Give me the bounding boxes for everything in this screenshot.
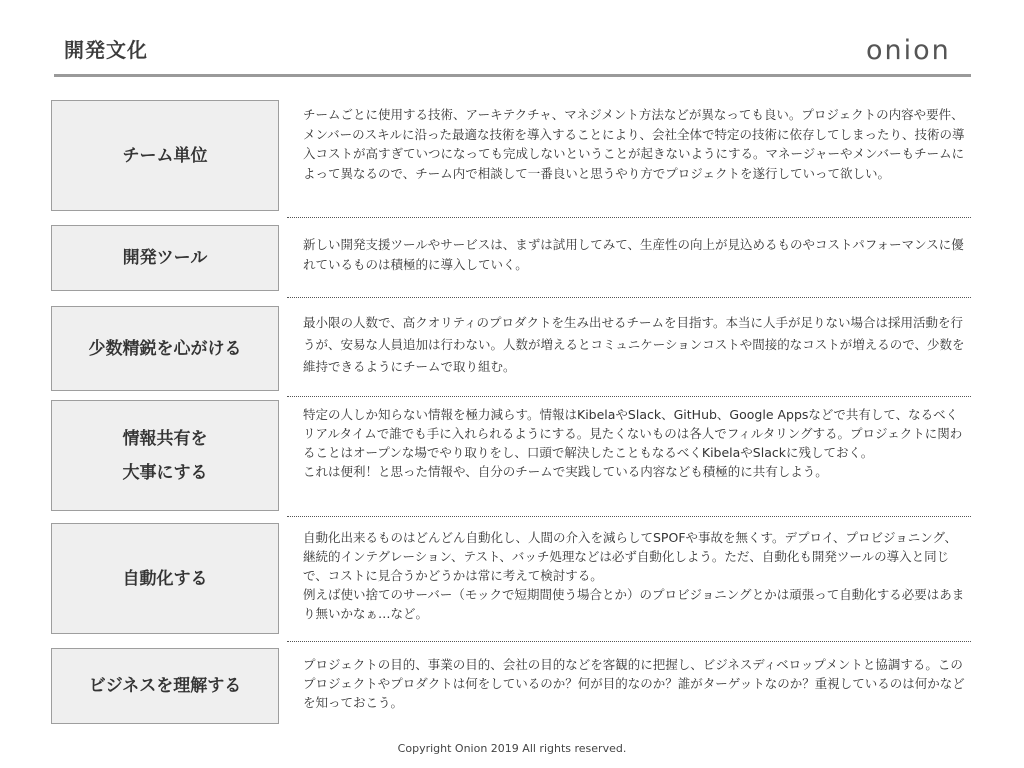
row-description-dev-tools [303, 235, 967, 274]
page-title: 開発文化 [64, 38, 148, 62]
row-divider [287, 516, 971, 517]
row-divider [287, 641, 971, 642]
row-description-text-2: これは便利！と思った情報や、自分のチームで実践している内容なども積極的に共有しよう。 [303, 464, 828, 479]
header-divider [54, 74, 971, 77]
row-label-automation [51, 523, 279, 634]
row-description-text: 最小限の人数で、高クオリティのプロダクトを生み出せるチームを目指す。本当に人手が足りない場合は採用活動を行うが、安易な人員追加は行わない。人数が増えるとコミュニケーションコストや間接的なコストが増えるので、少数を維持できるようにチームで取り組む。 [303, 315, 965, 374]
row-description-text: 新しい開発支援ツールやサービスは、まずは試用してみて、生産性の向上が見込めるものやコストパフォーマンスに優れているものは積極的に導入していく。 [303, 237, 964, 272]
row-label-text: 開発ツール [122, 248, 208, 268]
row-label-understand-business [51, 648, 279, 724]
row-label-text: 大事にする [122, 462, 208, 483]
row-description-team-unit [303, 105, 967, 183]
row-description-text: プロジェクトの目的、事業の目的、会社の目的などを客観的に把握し、ビジネスディベロップメントと協調する。このプロジェクトやプロダクトは何をしているのか？何が目的なのか？誰がターゲットなのか？重視しているのは何かなどを知っておこう。 [303, 657, 965, 710]
row-description-text: チームごとに使用する技術、アーキテクチャ、マネジメント方法などが異なっても良い。プロジェクトの内容や要件、メンバーのスキルに沿った最適な技術を導入することにより、会社全体で特定の技術に依存してしまったり、技術の導入コストが高すぎていつになっても完成しないということが起きないようにする。マネージャーやメンバーもチームによって異なるので、チーム内で相談して一番良いと思うやり方でプロジェクトを遂行していって欲しい。 [303, 107, 965, 181]
row-description-text: 特定の人しか知らない情報を極力減らす。情報はKibelaやSlack、GitHub、Google Appsなどで共有して、なるべくリアルタイムで誰でも手に入れられるようにする。見たくないものは各人でフィルタリングする。プロジェクトに関わることはオープンな場でやり取りをし、口頭で解決したこともなるべくKibelaやSlackに残しておく。 [303, 407, 963, 460]
row-divider [287, 297, 971, 298]
row-label-text: 少数精鋭を心がける [88, 338, 242, 359]
row-description-small-team [303, 312, 967, 378]
row-label-small-team [51, 306, 279, 391]
row-divider [287, 396, 971, 397]
copyright-footer: Copyright Onion 2019 All rights reserved. [397, 742, 627, 755]
row-description-text-2: 例えば使い捨てのサーバー（モックで短期間使う場合とか）のプロビジョニングとかは頑張って自動化する必要はあまり無いかなぁ…など。 [303, 587, 965, 621]
row-description-automation [303, 528, 967, 623]
row-description-text: 自動化出来るものはどんどん自動化し、人間の介入を減らしてSPOFや事故を無くす。デプロイ、プロビジョニング、継続的インテグレーション、テスト、バッチ処理などは必ず自動化しよう。ただ、自動化も開発ツールの導入と同じで、コストに見合うかどうかは常に考えて検討する。 [303, 530, 958, 583]
row-label-text: ビジネスを理解する [88, 676, 242, 696]
onion-logo: onion [866, 35, 951, 66]
row-label-text: 自動化する [122, 568, 208, 589]
row-description-info-sharing [303, 405, 967, 481]
row-label-team-unit [51, 100, 279, 211]
row-label-info-sharing [51, 400, 279, 511]
row-label-text: 情報共有を [122, 428, 208, 449]
row-description-understand-business [303, 655, 967, 712]
row-label-text: チーム単位 [122, 145, 208, 166]
row-divider [287, 217, 971, 218]
row-label-dev-tools [51, 225, 279, 291]
